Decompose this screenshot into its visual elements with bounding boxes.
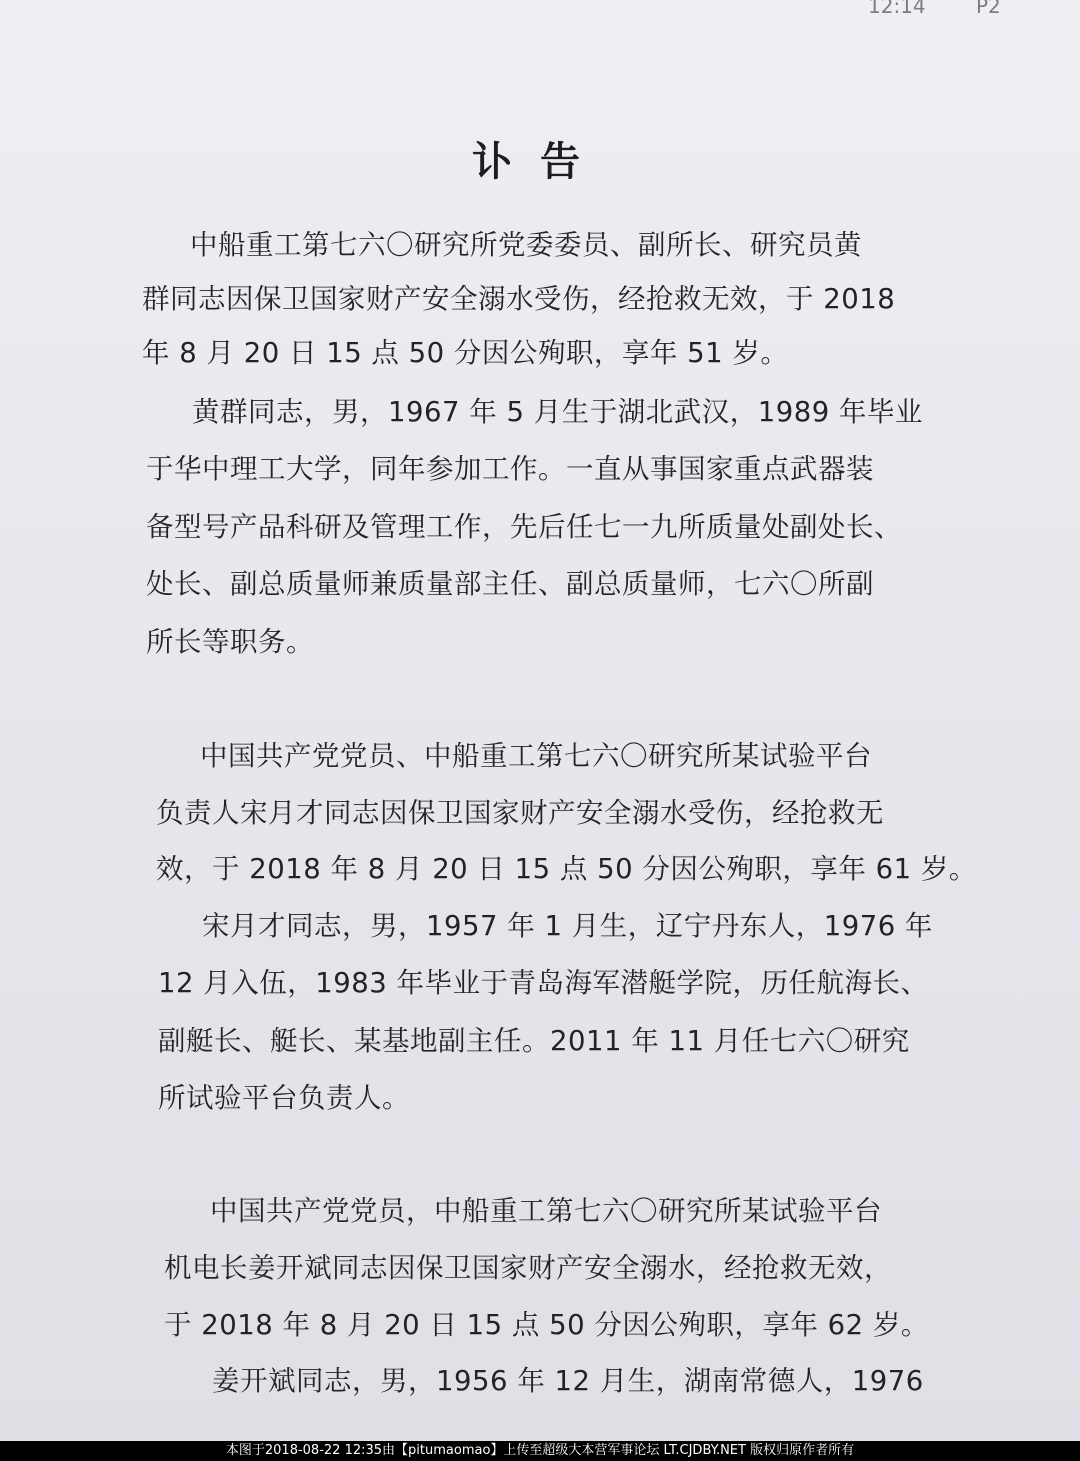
body-line: 中船重工第七六〇研究所党委委员、副所长、研究员黄 xyxy=(190,229,862,261)
document-title: 讣告 xyxy=(472,139,608,185)
body-line: 处长、副总质量师兼质量部主任、副总质量师，七六〇所副 xyxy=(146,568,874,600)
watermark-footer: 本图于2018-08-22 12:35由【pitumaomao】上传至超级大本营军事论坛 LT.CJDBY.NET 版权归原作者所有 xyxy=(0,1441,1080,1461)
body-line: 于 2018 年 8 月 20 日 15 点 50 分因公殉职，享年 62 岁。 xyxy=(164,1309,929,1341)
body-line: 备型号产品科研及管理工作，先后任七一九所质量处副处长、 xyxy=(146,511,902,543)
body-line: 所试验平台负责人。 xyxy=(158,1082,410,1114)
body-line: 宋月才同志，男，1957 年 1 月生，辽宁丹东人，1976 年 xyxy=(202,910,933,942)
body-line: 黄群同志，男，1967 年 5 月生于湖北武汉，1989 年毕业 xyxy=(192,396,923,428)
body-line: 年 8 月 20 日 15 点 50 分因公殉职，享年 51 岁。 xyxy=(142,337,789,369)
header-date-fragment: 12:14 xyxy=(868,0,926,18)
body-line: 负责人宋月才同志因保卫国家财产安全溺水受伤，经抢救无 xyxy=(156,797,884,829)
body-line: 中国共产党党员、中船重工第七六〇研究所某试验平台 xyxy=(200,740,872,772)
body-line: 中国共产党党员，中船重工第七六〇研究所某试验平台 xyxy=(210,1195,882,1227)
body-line: 副艇长、艇长、某基地副主任。2011 年 11 月任七六〇研究 xyxy=(158,1025,910,1057)
header-page-number: P2 xyxy=(976,0,1001,18)
body-line: 姜开斌同志，男，1956 年 12 月生，湖南常德人，1976 xyxy=(212,1365,924,1397)
body-line: 机电长姜开斌同志因保卫国家财产安全溺水，经抢救无效， xyxy=(164,1252,892,1284)
body-line: 群同志因保卫国家财产安全溺水受伤，经抢救无效，于 2018 xyxy=(142,283,896,315)
body-line: 于华中理工大学，同年参加工作。一直从事国家重点武器装 xyxy=(146,453,874,485)
body-line: 12 月入伍，1983 年毕业于青岛海军潜艇学院，历任航海长、 xyxy=(158,967,929,999)
body-line: 效，于 2018 年 8 月 20 日 15 点 50 分因公殉职，享年 61 岁。 xyxy=(156,853,977,885)
body-line: 所长等职务。 xyxy=(146,626,314,658)
